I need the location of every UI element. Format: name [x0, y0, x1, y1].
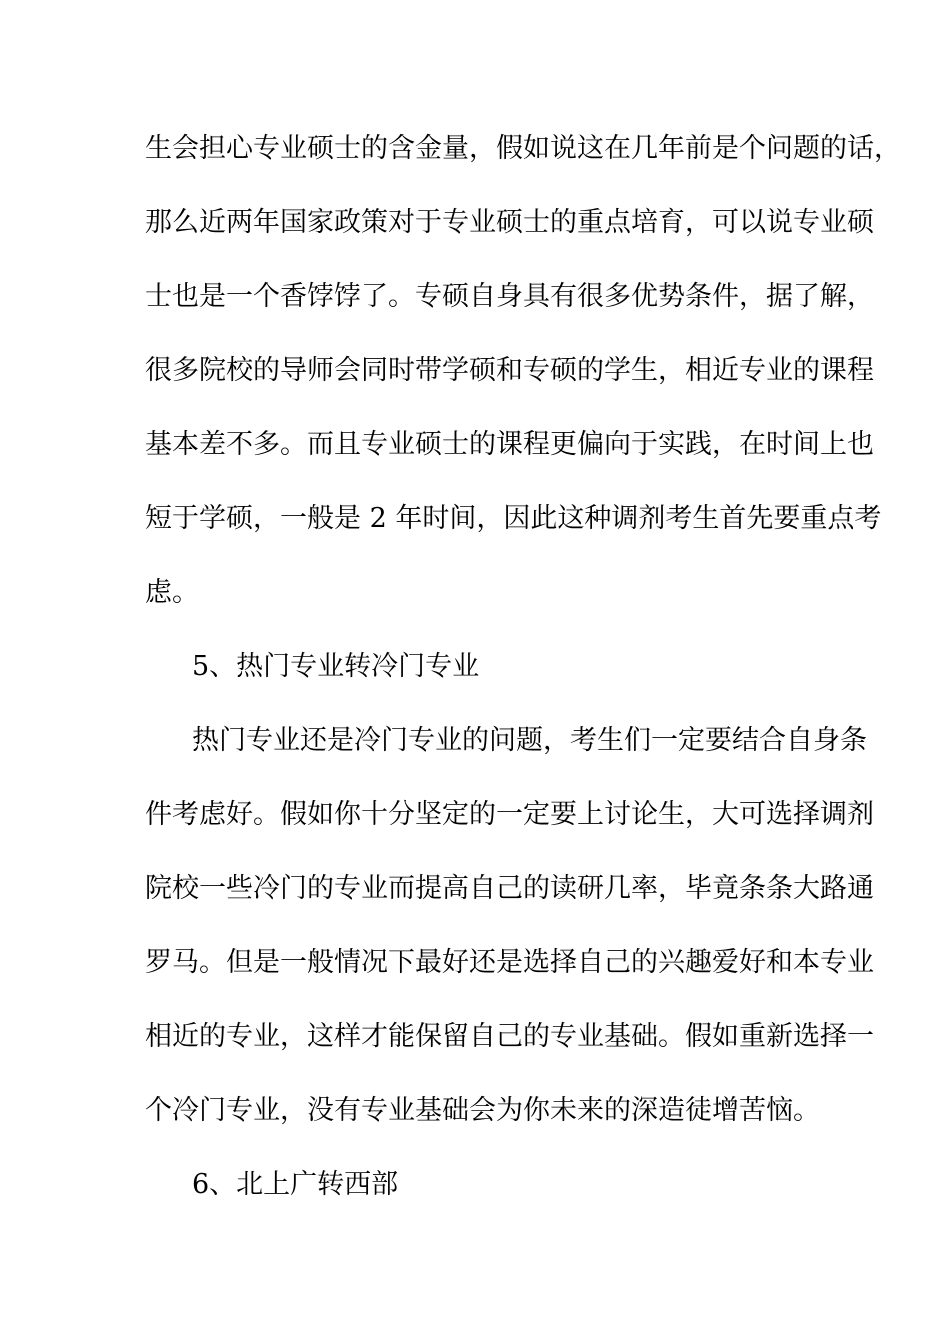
paragraph-line: 罗马。但是一般情况下最好还是选择自己的兴趣爱好和本专业 [145, 947, 874, 978]
section-heading: 6、北上广转西部 [192, 1169, 399, 1200]
paragraph-line: 相近的专业，这样才能保留自己的专业基础。假如重新选择一 [145, 1021, 874, 1052]
paragraph-line: 生会担心专业硕士的含金量，假如说这在几年前是个问题的话， [145, 133, 901, 164]
paragraph-line: 短于学硕，一般是 2 年时间，因此这种调剂考生首先要重点考 [145, 503, 882, 534]
paragraph-line: 士也是一个香饽饽了。专硕自身具有很多优势条件，据了解， [145, 281, 874, 312]
paragraph-line: 基本差不多。而且专业硕士的课程更偏向于实践，在时间上也 [145, 429, 874, 460]
paragraph-line: 热门专业还是冷门专业的问题，考生们一定要结合自身条 [192, 725, 867, 756]
paragraph-line: 个冷门专业，没有专业基础会为你未来的深造徒增苦恼。 [145, 1095, 820, 1126]
paragraph-line: 件考虑好。假如你十分坚定的一定要上讨论生，大可选择调剂 [145, 799, 874, 830]
paragraph-line: 那么近两年国家政策对于专业硕士的重点培育，可以说专业硕 [145, 207, 874, 238]
paragraph-line: 虑。 [145, 577, 199, 608]
section-heading: 5、热门专业转冷门专业 [192, 651, 480, 682]
paragraph-line: 院校一些冷门的专业而提高自己的读研几率，毕竟条条大路通 [145, 873, 874, 904]
paragraph-line: 很多院校的导师会同时带学硕和专硕的学生，相近专业的课程 [145, 355, 874, 386]
